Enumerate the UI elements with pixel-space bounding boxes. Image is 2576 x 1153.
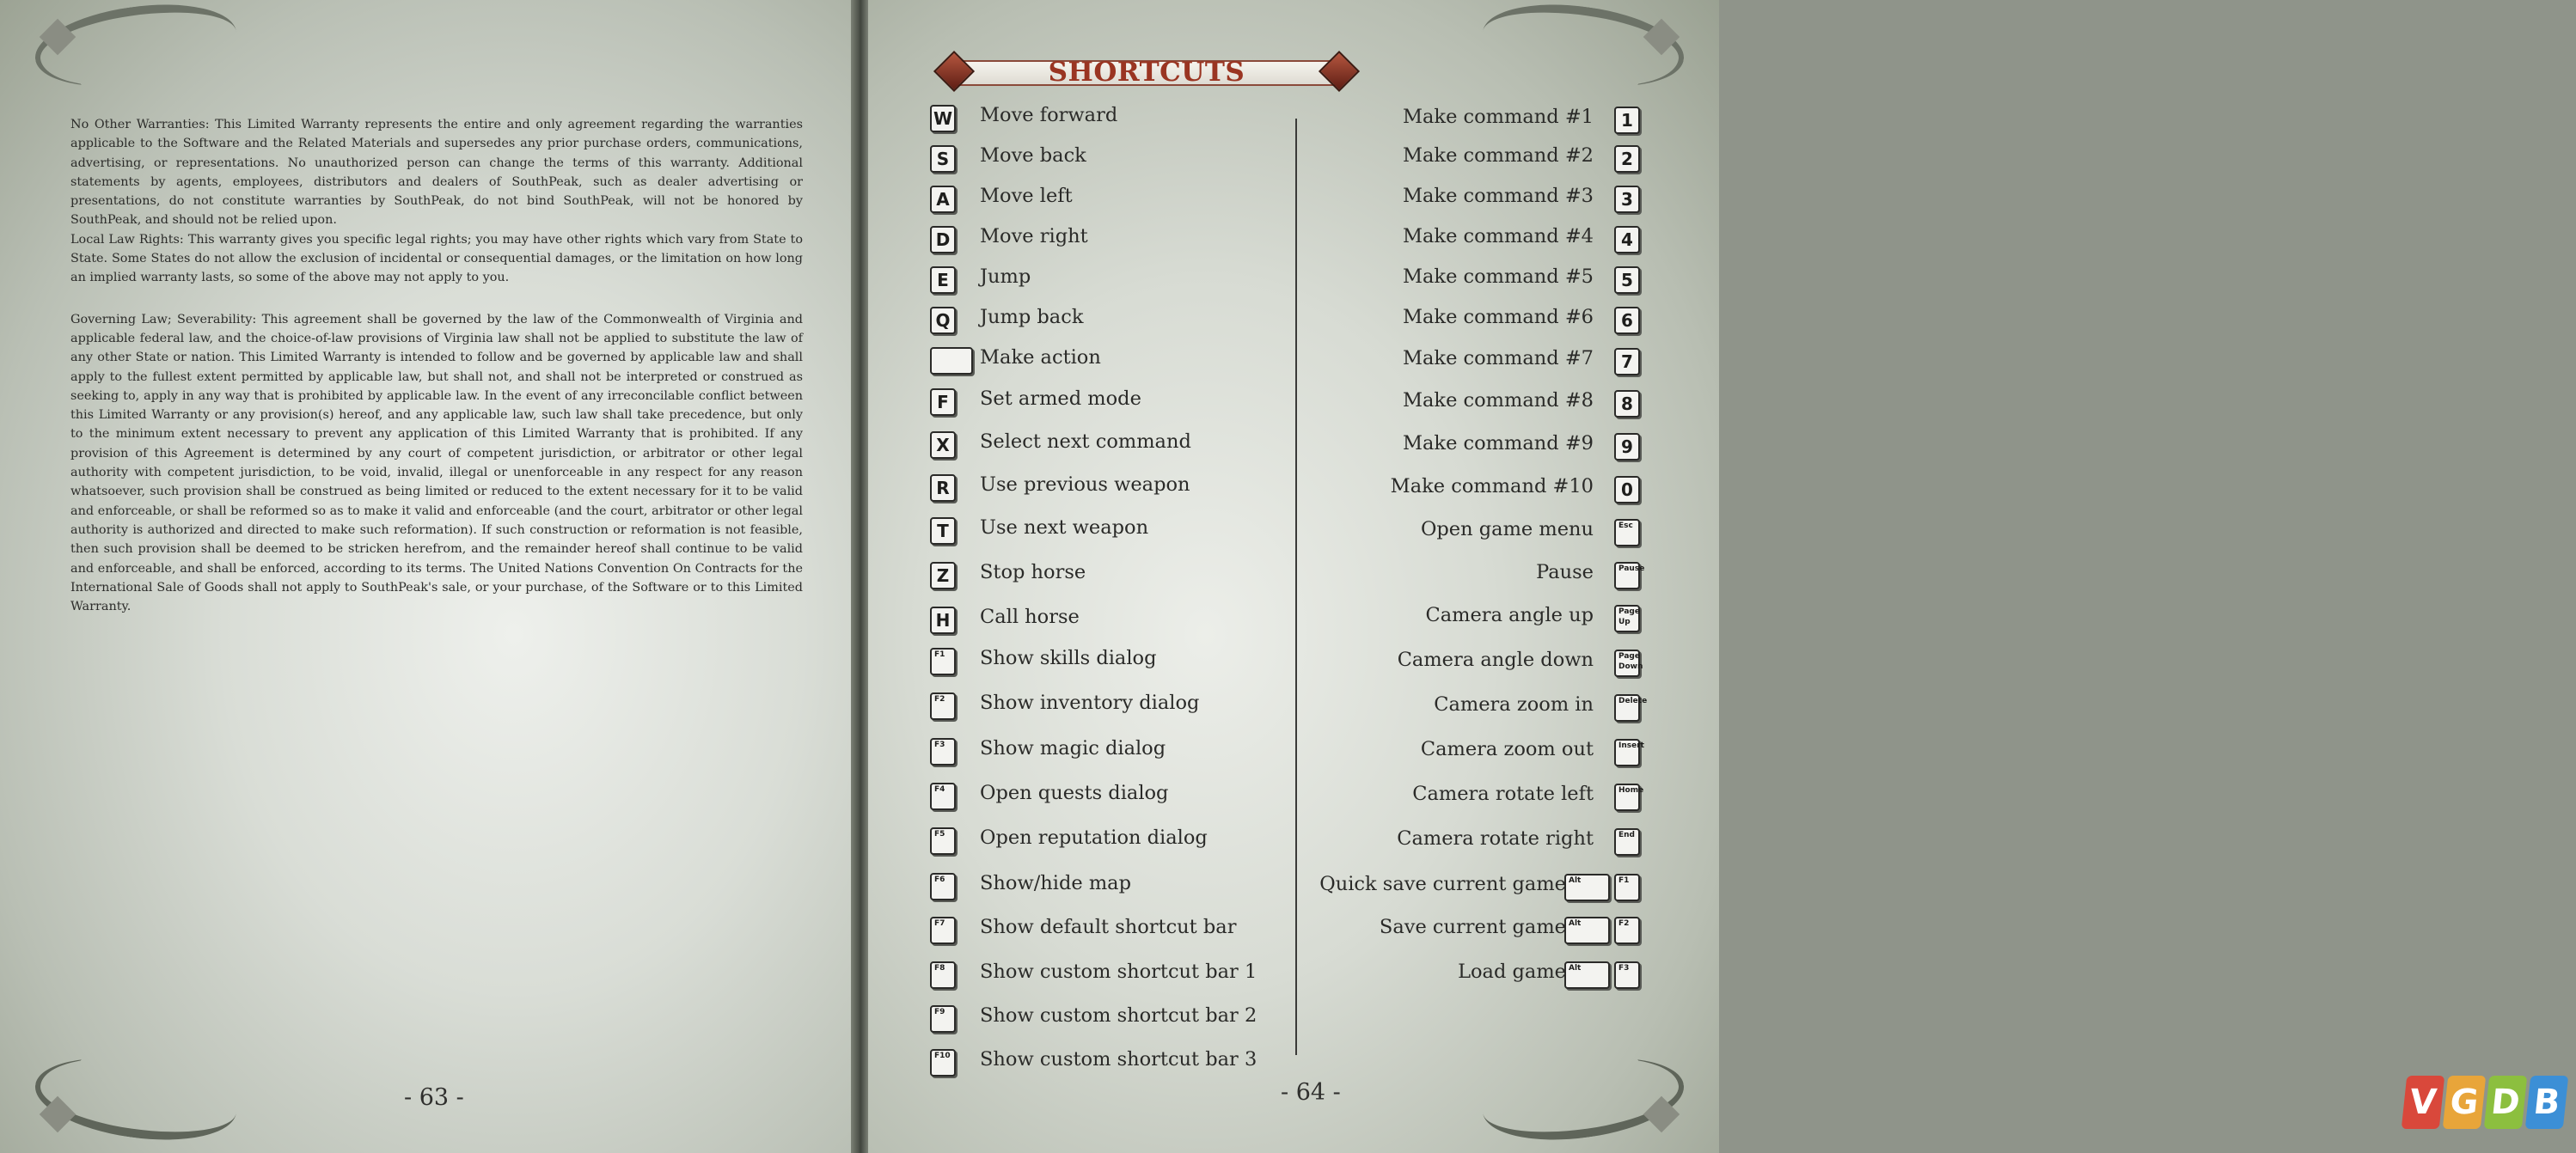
shortcut-label: Camera angle up	[1425, 604, 1594, 626]
shortcut-label: Open reputation dialog	[980, 827, 1208, 849]
shortcut-label: Quick save current game	[1319, 873, 1566, 895]
warranty-paragraph: Local Law Rights: This warranty gives you specific legal rights; you may have other rights which vary from State to State. Some States do not allow the exclusion of incidental or consequential damages, or the limitation on how long an implied warranty lasts, so some of the above may not apply to you.	[70, 232, 803, 285]
shortcut-label: Move right	[980, 225, 1088, 247]
key-icon: F3	[930, 738, 956, 766]
key-icon: D	[930, 226, 956, 253]
key-icon: F5	[930, 827, 956, 855]
vgdb-letter: G	[2443, 1076, 2487, 1129]
key-icon: F8	[930, 961, 956, 989]
left-page	[0, 0, 856, 1153]
shortcut-label: Save current game	[1379, 916, 1566, 938]
shortcut-label: Move back	[980, 144, 1086, 167]
shortcut-label: Show/hide map	[980, 872, 1132, 894]
shortcut-label: Show inventory dialog	[980, 692, 1200, 714]
key-icon: Page Up	[1614, 605, 1640, 632]
key-icon: 4	[1614, 226, 1640, 253]
key-icon: R	[930, 474, 956, 502]
key-icon: F3	[1614, 961, 1640, 989]
key-icon: F4	[930, 783, 956, 810]
vgdb-letter: D	[2484, 1076, 2528, 1129]
key-icon: Delete	[1614, 694, 1640, 722]
key-icon: F6	[930, 873, 956, 900]
shortcut-label: Make command #5	[1402, 265, 1594, 288]
page-title: SHORTCUTS	[1048, 57, 1245, 88]
key-icon: 6	[1614, 307, 1640, 334]
key-icon: F1	[1614, 874, 1640, 901]
corner-ornament	[30, 1046, 242, 1151]
shortcuts-banner	[932, 53, 1361, 89]
shortcut-label: Open quests dialog	[980, 782, 1169, 804]
key-icon: Q	[930, 307, 956, 334]
warranty-text	[70, 115, 803, 616]
key-icon: 0	[1614, 476, 1640, 503]
shortcut-label: Make command #9	[1402, 432, 1594, 454]
key-icon	[930, 347, 973, 375]
key-icon: Insert	[1614, 739, 1640, 766]
key-icon: 2	[1614, 145, 1640, 173]
key-icon: F9	[930, 1005, 956, 1033]
key-icon: 5	[1614, 266, 1640, 294]
warranty-paragraph: No Other Warranties: This Limited Warranty represents the entire and only agreement regarding the warranties applicable to the Software and the Related Materials and supersedes any prior purchase orders, communications, advertising, or representations. No unauthorized person can change the terms of this warranty. Additional statements by agents, employees, distributors and dealers of SouthPeak, such as dealer advertising or presentations, do not constitute warranties by SouthPeak, do not bind SouthPeak, will not be honored by SouthPeak, and should not be relied upon.	[70, 118, 803, 228]
column-divider	[1295, 119, 1297, 1055]
shortcut-label: Call horse	[980, 606, 1080, 628]
shortcut-label: Move forward	[980, 104, 1118, 126]
shortcut-label: Make command #3	[1402, 185, 1594, 207]
shortcut-label: Make command #10	[1390, 475, 1594, 497]
shortcut-label: Open game menu	[1420, 518, 1594, 540]
key-icon: F10	[930, 1049, 956, 1077]
key-icon: F2	[1614, 917, 1640, 944]
shortcut-label: Camera rotate left	[1412, 783, 1594, 805]
key-icon: F1	[930, 648, 956, 675]
shortcut-label: Show custom shortcut bar 3	[980, 1048, 1257, 1071]
shortcut-label: Show default shortcut bar	[980, 916, 1237, 938]
shortcut-label: Show custom shortcut bar 1	[980, 961, 1257, 983]
key-icon: 8	[1614, 390, 1640, 418]
key-icon: X	[930, 431, 956, 459]
modifier-key-icon: Alt	[1564, 874, 1610, 901]
key-icon: 9	[1614, 433, 1640, 461]
key-icon: Page Down	[1614, 650, 1640, 677]
book-spine	[851, 0, 868, 1153]
key-icon: F	[930, 388, 956, 416]
shortcut-label: Load game	[1458, 961, 1566, 983]
key-icon: S	[930, 145, 956, 173]
warranty-paragraph: Governing Law; Severability: This agreement shall be governed by the law of the Commonwealth of Virginia and applicable federal law, and the choice-of-law provisions of Virginia law shall not be applied to substitute the law of any other State or nation. This Limited Warranty is intended to follow and be governed by applicable law and shall apply to the fullest extent permitted by applicable law, but shall not, and shall not be interpreted or construed as seeking to, apply in any way that is prohibited by applicable law. In the event of any irreconcilable conflict between this Limited Warranty or any provision(s) hereof, and any applicable law, such law shall take precedence, but only to the minimum extent necessary to prevent any application of this Limited Warranty that is prohibited. If any provision of this Agreement is determined by any court of competent jurisdiction, or arbitrator or other legal authority with competent jurisdiction, to be void, invalid, illegal or unenforceable in any respect for any reason whatsoever, such provision shall be construed as being limited or reduced to the extent necessary for it to be valid and enforceable, or shall be reformed so as to make it valid and enforceable (and the court, arbitrator or other legal authority is authorized and directed to make such reformation). If such construction or reformation is not feasible, then such provision shall be deemed to be stricken herefrom, and the remainder hereof shall continue to be valid and enforceable, and shall be enforced, according to its terms. The United Nations Convention On Contracts for the International Sale of Goods shall not apply to SouthPeak's sale, or your purchase, of the Software or to this Limited Warranty.	[70, 312, 803, 614]
key-icon: T	[930, 517, 956, 545]
shortcut-label: Show custom shortcut bar 2	[980, 1004, 1257, 1027]
key-icon: Esc	[1614, 519, 1640, 546]
key-icon: Home	[1614, 784, 1640, 811]
key-icon: A	[930, 186, 956, 213]
shortcut-label: Move left	[980, 185, 1073, 207]
shortcut-label: Make command #7	[1402, 347, 1594, 369]
page-number: - 64 -	[1281, 1079, 1341, 1106]
shortcut-label: Camera rotate right	[1397, 827, 1594, 850]
key-icon: 3	[1614, 186, 1640, 213]
key-icon: H	[930, 607, 956, 634]
shortcut-label: Use previous weapon	[980, 473, 1190, 496]
page-number: - 63 -	[404, 1084, 464, 1111]
right-page	[863, 0, 2562, 1153]
shortcut-label: Show skills dialog	[980, 647, 1157, 669]
shortcut-label: Stop horse	[980, 561, 1086, 583]
modifier-key-icon: Alt	[1564, 961, 1610, 989]
shortcut-label: Use next weapon	[980, 516, 1149, 539]
vgdb-letter: B	[2525, 1076, 2569, 1129]
shortcut-label: Make command #1	[1402, 106, 1594, 128]
shortcut-label: Camera angle down	[1397, 649, 1594, 671]
shortcut-label: Make command #6	[1402, 306, 1594, 328]
shortcut-label: Make command #2	[1402, 144, 1594, 167]
shortcut-label: Jump	[980, 265, 1031, 288]
key-icon: 7	[1614, 348, 1640, 375]
key-icon: W	[930, 105, 956, 132]
vgdb-letter: V	[2402, 1076, 2445, 1129]
shortcut-label: Set armed mode	[980, 387, 1141, 410]
key-icon: 1	[1614, 107, 1640, 134]
shortcut-label: Make command #8	[1402, 389, 1594, 412]
shortcut-label: Show magic dialog	[980, 737, 1166, 760]
shortcut-label: Camera zoom in	[1434, 693, 1594, 716]
shortcut-label: Jump back	[980, 306, 1084, 328]
key-icon: E	[930, 266, 956, 294]
shortcut-label: Select next command	[980, 430, 1191, 453]
shortcut-label: Make action	[980, 346, 1101, 369]
key-icon: F2	[930, 692, 956, 720]
key-icon: End	[1614, 828, 1640, 856]
shortcut-label: Make command #4	[1402, 225, 1594, 247]
vgdb-watermark	[2404, 1076, 2576, 1136]
key-icon: Pause	[1614, 562, 1640, 589]
key-icon: Z	[930, 562, 956, 589]
key-icon: F7	[930, 917, 956, 944]
shortcut-label: Pause	[1536, 561, 1594, 583]
modifier-key-icon: Alt	[1564, 917, 1610, 944]
shortcut-label: Camera zoom out	[1420, 738, 1594, 760]
